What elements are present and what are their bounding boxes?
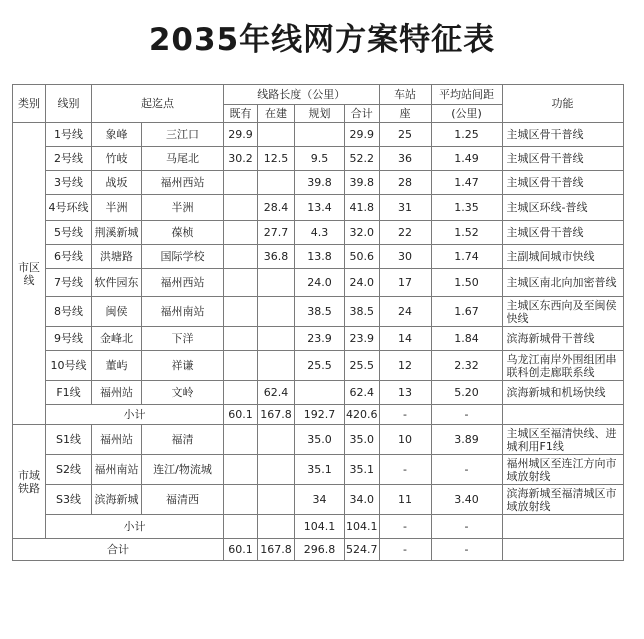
spacing-cell: 1.74: [431, 245, 502, 269]
existing-cell: [224, 327, 258, 351]
total-cell: 23.9: [345, 327, 380, 351]
grand-total-row: [13, 539, 624, 561]
line-cell: S2线: [46, 455, 92, 485]
existing-cell: [224, 455, 258, 485]
stations-cell: 31: [379, 195, 431, 221]
header-spacing-unit: (公里): [431, 105, 502, 123]
planned-cell: 35.0: [295, 425, 345, 455]
planned-cell: [295, 123, 345, 147]
line-cell: S1线: [46, 425, 92, 455]
existing-cell: [224, 195, 258, 221]
to-cell: 福清西: [142, 485, 224, 515]
planned-cell: 39.8: [295, 171, 345, 195]
to-cell: 福州西站: [142, 171, 224, 195]
total-cell: 29.9: [345, 123, 380, 147]
table-body: [13, 85, 624, 561]
building-cell: 167.8: [258, 405, 295, 425]
function-cell: 滨海新城和机场快线: [502, 381, 623, 405]
planned-cell: 9.5: [295, 147, 345, 171]
existing-cell: 60.1: [224, 405, 258, 425]
spacing-cell: 2.32: [431, 351, 502, 381]
from-cell: 福州南站: [92, 455, 142, 485]
stations-cell: 13: [379, 381, 431, 405]
planned-cell: 296.8: [295, 539, 345, 561]
subtotal-label: 合计: [13, 539, 224, 561]
line-cell: 1号线: [46, 123, 92, 147]
header-planned: 规划: [295, 105, 345, 123]
planned-cell: 24.0: [295, 269, 345, 297]
table-row: [13, 195, 624, 221]
line-cell: 8号线: [46, 297, 92, 327]
spacing-cell: 1.67: [431, 297, 502, 327]
header-line: 线别: [46, 85, 92, 123]
from-cell: 竹岐: [92, 147, 142, 171]
spacing-cell: -: [431, 405, 502, 425]
from-cell: 半洲: [92, 195, 142, 221]
table-row: [13, 297, 624, 327]
table-row: [13, 147, 624, 171]
function-cell: 主城区骨干普线: [502, 171, 623, 195]
from-cell: 闽侯: [92, 297, 142, 327]
header-length: 线路长度（公里）: [224, 85, 380, 105]
line-cell: 3号线: [46, 171, 92, 195]
spacing-cell: 3.89: [431, 425, 502, 455]
line-cell: 9号线: [46, 327, 92, 351]
spacing-cell: -: [431, 455, 502, 485]
spacing-cell: 1.49: [431, 147, 502, 171]
building-cell: 12.5: [258, 147, 295, 171]
header-stations: 车站: [379, 85, 431, 105]
total-cell: 420.6: [345, 405, 380, 425]
stations-cell: 14: [379, 327, 431, 351]
to-cell: 祥谦: [142, 351, 224, 381]
existing-cell: [224, 221, 258, 245]
function-cell: 主副城间城市快线: [502, 245, 623, 269]
from-cell: 滨海新城: [92, 485, 142, 515]
building-cell: 167.8: [258, 539, 295, 561]
planned-cell: 38.5: [295, 297, 345, 327]
from-cell: 福州站: [92, 381, 142, 405]
building-cell: [258, 425, 295, 455]
stations-cell: 36: [379, 147, 431, 171]
table-row: [13, 425, 624, 455]
from-cell: 软件园东: [92, 269, 142, 297]
from-cell: 荆溪新城: [92, 221, 142, 245]
building-cell: [258, 123, 295, 147]
line-cell: F1线: [46, 381, 92, 405]
subtotal-label: 小计: [46, 515, 224, 539]
function-cell: 主城区骨干普线: [502, 221, 623, 245]
total-cell: 39.8: [345, 171, 380, 195]
from-cell: 战坂: [92, 171, 142, 195]
building-cell: [258, 171, 295, 195]
table-row: [13, 269, 624, 297]
function-cell: 滨海新城至福清城区市域放射线: [502, 485, 623, 515]
header-total: 合计: [345, 105, 380, 123]
building-cell: [258, 269, 295, 297]
existing-cell: [224, 515, 258, 539]
planned-cell: 192.7: [295, 405, 345, 425]
subtotal-row: [13, 405, 624, 425]
total-cell: 32.0: [345, 221, 380, 245]
subtotal-label: 小计: [46, 405, 224, 425]
subtotal-row: [13, 515, 624, 539]
stations-cell: 25: [379, 123, 431, 147]
table-row: [13, 245, 624, 269]
to-cell: 半洲: [142, 195, 224, 221]
table-row: [13, 455, 624, 485]
existing-cell: [224, 171, 258, 195]
line-cell: 6号线: [46, 245, 92, 269]
to-cell: 福清: [142, 425, 224, 455]
stations-cell: 28: [379, 171, 431, 195]
spacing-cell: -: [431, 539, 502, 561]
spacing-cell: 1.52: [431, 221, 502, 245]
existing-cell: 30.2: [224, 147, 258, 171]
header-building: 在建: [258, 105, 295, 123]
planned-cell: 25.5: [295, 351, 345, 381]
total-cell: 34.0: [345, 485, 380, 515]
stations-cell: 17: [379, 269, 431, 297]
building-cell: [258, 515, 295, 539]
table-row: [13, 351, 624, 381]
building-cell: 28.4: [258, 195, 295, 221]
feature-table: [12, 84, 624, 561]
stations-cell: 22: [379, 221, 431, 245]
total-cell: 35.1: [345, 455, 380, 485]
from-cell: 董屿: [92, 351, 142, 381]
function-cell: 滨海新城骨干普线: [502, 327, 623, 351]
line-cell: 10号线: [46, 351, 92, 381]
total-cell: 50.6: [345, 245, 380, 269]
table-row: [13, 485, 624, 515]
spacing-cell: 1.50: [431, 269, 502, 297]
building-cell: 36.8: [258, 245, 295, 269]
function-cell: 主城区骨干普线: [502, 147, 623, 171]
spacing-cell: 1.35: [431, 195, 502, 221]
function-cell: 主城区骨干普线: [502, 123, 623, 147]
to-cell: 三江口: [142, 123, 224, 147]
function-cell: [502, 515, 623, 539]
function-cell: 乌龙江南岸外围组团串联科创走廊联系线: [502, 351, 623, 381]
line-cell: 4号环线: [46, 195, 92, 221]
building-cell: [258, 485, 295, 515]
table-row: [13, 327, 624, 351]
to-cell: 马尾北: [142, 147, 224, 171]
from-cell: 金峰北: [92, 327, 142, 351]
header-spacing: 平均站间距: [431, 85, 502, 105]
existing-cell: [224, 245, 258, 269]
function-cell: 主城区南北向加密普线: [502, 269, 623, 297]
planned-cell: 13.4: [295, 195, 345, 221]
total-cell: 41.8: [345, 195, 380, 221]
group-regional: 市域铁路: [13, 425, 46, 539]
planned-cell: [295, 381, 345, 405]
total-cell: 104.1: [345, 515, 380, 539]
stations-cell: -: [379, 405, 431, 425]
to-cell: 福州南站: [142, 297, 224, 327]
to-cell: 文岭: [142, 381, 224, 405]
stations-cell: 10: [379, 425, 431, 455]
header-row: [13, 85, 624, 105]
existing-cell: [224, 351, 258, 381]
table-row: [13, 381, 624, 405]
spacing-cell: 3.40: [431, 485, 502, 515]
function-cell: 主城区至福清快线、进城利用F1线: [502, 425, 623, 455]
header-stations-unit: 座: [379, 105, 431, 123]
line-cell: 7号线: [46, 269, 92, 297]
building-cell: 62.4: [258, 381, 295, 405]
from-cell: 洪塘路: [92, 245, 142, 269]
total-cell: 38.5: [345, 297, 380, 327]
header-category: 类别: [13, 85, 46, 123]
function-cell: 主城区环线-普线: [502, 195, 623, 221]
stations-cell: 12: [379, 351, 431, 381]
stations-cell: -: [379, 539, 431, 561]
to-cell: 葆桢: [142, 221, 224, 245]
total-cell: 62.4: [345, 381, 380, 405]
function-cell: 主城区东西向及至闽侯快线: [502, 297, 623, 327]
header-endpoints: 起迄点: [92, 85, 224, 123]
existing-cell: [224, 297, 258, 327]
building-cell: [258, 351, 295, 381]
header-function: 功能: [502, 85, 623, 123]
to-cell: 国际学校: [142, 245, 224, 269]
line-cell: 2号线: [46, 147, 92, 171]
table-row: [13, 221, 624, 245]
spacing-cell: -: [431, 515, 502, 539]
existing-cell: [224, 381, 258, 405]
planned-cell: 104.1: [295, 515, 345, 539]
table-row: [13, 171, 624, 195]
planned-cell: 35.1: [295, 455, 345, 485]
planned-cell: 4.3: [295, 221, 345, 245]
total-cell: 524.7: [345, 539, 380, 561]
existing-cell: [224, 485, 258, 515]
total-cell: 35.0: [345, 425, 380, 455]
spacing-cell: 1.84: [431, 327, 502, 351]
existing-cell: [224, 425, 258, 455]
building-cell: [258, 327, 295, 351]
planned-cell: 13.8: [295, 245, 345, 269]
building-cell: [258, 455, 295, 485]
stations-cell: -: [379, 455, 431, 485]
spacing-cell: 5.20: [431, 381, 502, 405]
planned-cell: 23.9: [295, 327, 345, 351]
to-cell: 福州西站: [142, 269, 224, 297]
spacing-cell: 1.47: [431, 171, 502, 195]
spacing-cell: 1.25: [431, 123, 502, 147]
building-cell: [258, 297, 295, 327]
total-cell: 52.2: [345, 147, 380, 171]
function-cell: [502, 405, 623, 425]
from-cell: 福州站: [92, 425, 142, 455]
stations-cell: 30: [379, 245, 431, 269]
total-cell: 25.5: [345, 351, 380, 381]
function-cell: [502, 539, 623, 561]
from-cell: 象峰: [92, 123, 142, 147]
stations-cell: 11: [379, 485, 431, 515]
stations-cell: -: [379, 515, 431, 539]
existing-cell: [224, 269, 258, 297]
line-cell: S3线: [46, 485, 92, 515]
function-cell: 福州城区至连江方向市域放射线: [502, 455, 623, 485]
group-urban: 市区线: [13, 123, 46, 425]
building-cell: 27.7: [258, 221, 295, 245]
existing-cell: 29.9: [224, 123, 258, 147]
stations-cell: 24: [379, 297, 431, 327]
page-title: 2035年线网方案特征表: [148, 22, 496, 58]
to-cell: 下洋: [142, 327, 224, 351]
header-existing: 既有: [224, 105, 258, 123]
table-row: [13, 123, 624, 147]
planned-cell: 34: [295, 485, 345, 515]
line-cell: 5号线: [46, 221, 92, 245]
existing-cell: 60.1: [224, 539, 258, 561]
total-cell: 24.0: [345, 269, 380, 297]
to-cell: 连江/物流城: [142, 455, 224, 485]
